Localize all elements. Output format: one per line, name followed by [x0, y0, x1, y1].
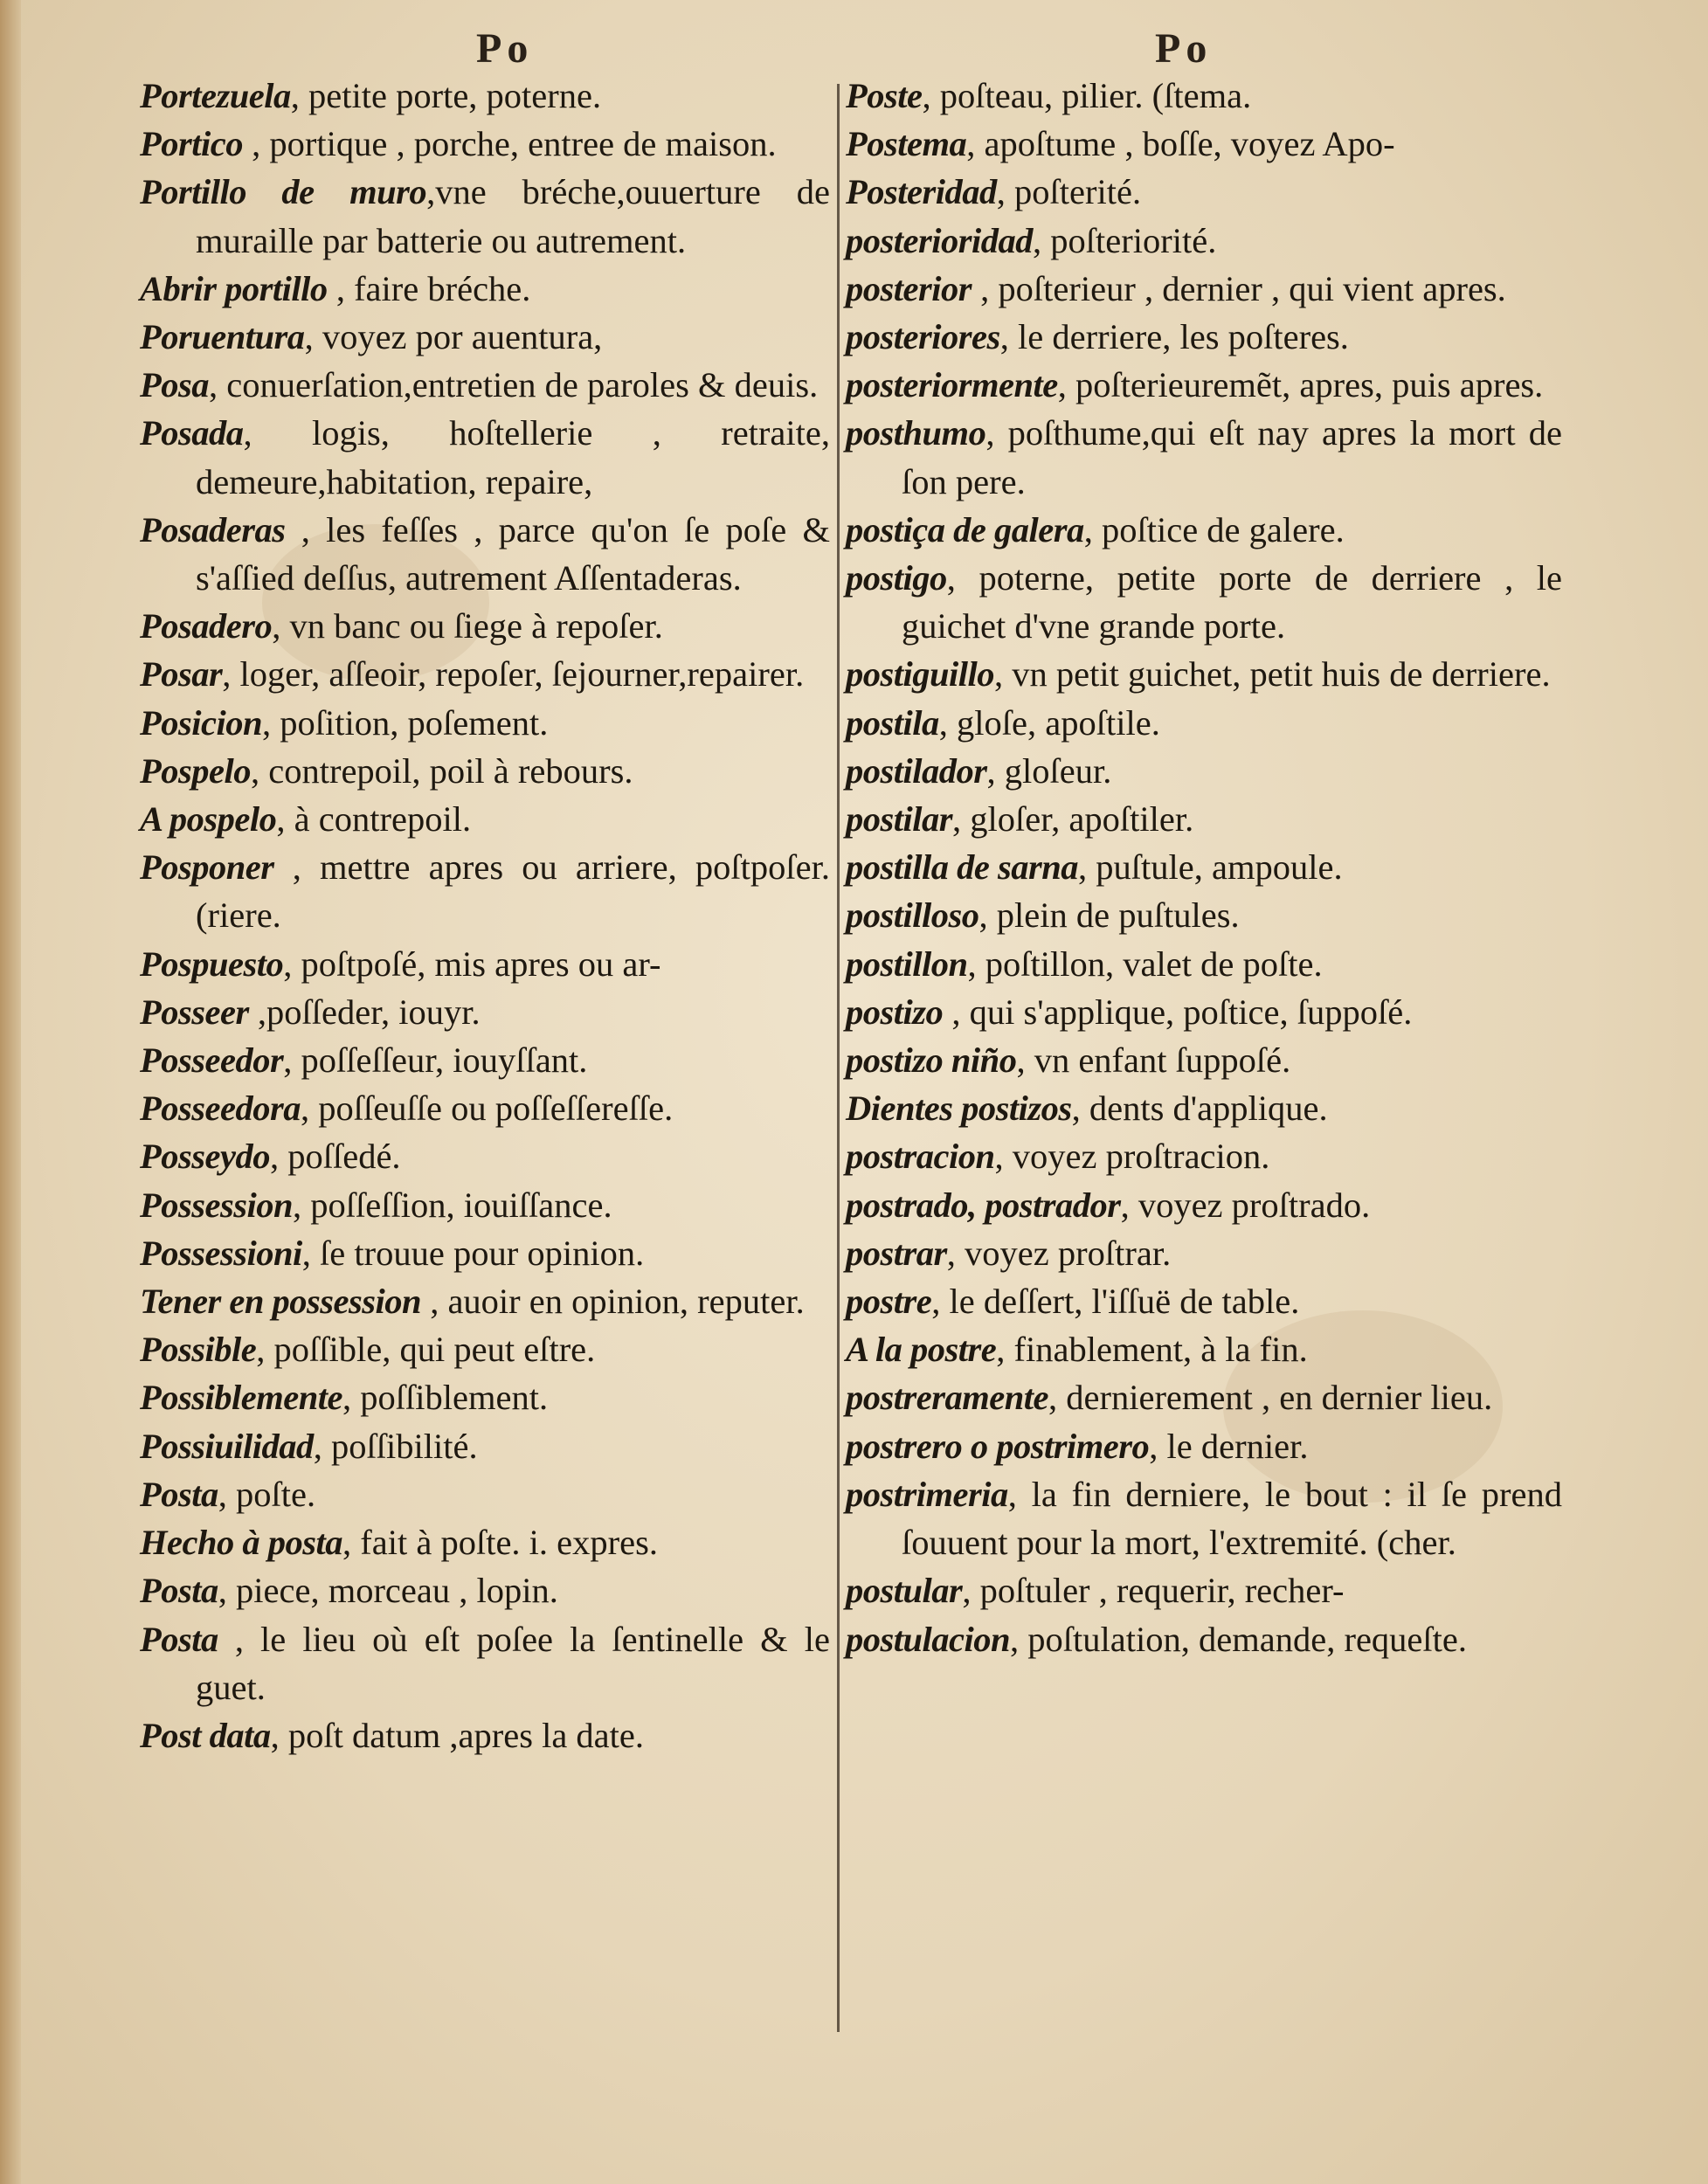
dictionary-entry	[846, 1373, 1562, 1421]
headword: Posadero	[140, 606, 273, 646]
definition: , piece, morceau , lopin.	[218, 1571, 558, 1611]
dictionary-entry	[846, 217, 1562, 265]
headword: Posta	[140, 1474, 218, 1514]
definition: , gloſer, apoſtiler.	[952, 799, 1194, 840]
definition: , à contrepoil.	[276, 799, 472, 840]
headword: Possessioni	[140, 1233, 302, 1273]
headword: Abrir portillo	[140, 268, 328, 308]
definition: , voyez proſtracion.	[994, 1137, 1270, 1177]
dictionary-entry	[140, 1229, 830, 1277]
dictionary-entry	[140, 1711, 830, 1759]
definition: , vn enfant ſuppoſé.	[1016, 1040, 1291, 1081]
definition: , faire bréche.	[327, 268, 531, 308]
dictionary-entry	[846, 843, 1562, 891]
dictionary-entry	[846, 650, 1562, 698]
headword: postillon	[846, 943, 968, 984]
definition: , poſte.	[218, 1474, 316, 1514]
headword: Hecho à posta	[140, 1523, 342, 1563]
definition: , fait à poſte. i. expres.	[342, 1523, 658, 1563]
headword: Posicion	[140, 702, 263, 743]
definition: , portique , porche, entree de maison.	[242, 124, 777, 164]
definition: , loger, aſſeoir, repoſer, ſejourner,repairer.	[222, 654, 805, 695]
definition: , dents d'applique.	[1071, 1089, 1328, 1129]
definition: , poſſeſſion, iouiſſance.	[293, 1185, 612, 1225]
definition: , poſthume,qui eſt nay apres la mort de ſon pere.	[902, 413, 1562, 501]
headword: postular	[846, 1571, 963, 1611]
definition: , poſſible, qui peut eſtre.	[256, 1330, 596, 1370]
definition: , dernierement , en dernier lieu.	[1048, 1378, 1493, 1418]
dictionary-entry	[140, 940, 830, 988]
headword: Posaderas	[140, 509, 286, 549]
headword: Posseedor	[140, 1040, 284, 1081]
dictionary-entry	[140, 1422, 830, 1470]
definition: , poſterieuremẽt, apres, puis apres.	[1057, 365, 1544, 405]
definition: , poſteriorité.	[1033, 220, 1217, 260]
headword: A la postre	[846, 1330, 997, 1370]
headword: Possiuilidad	[140, 1426, 314, 1466]
definition: , le dernier.	[1149, 1426, 1309, 1466]
headword: Posada	[140, 413, 244, 453]
headword: Posa	[140, 365, 209, 405]
dictionary-entry	[140, 843, 830, 939]
definition: , poſſedé.	[269, 1137, 401, 1177]
headword: Possiblemente	[140, 1378, 342, 1418]
headword: postrado, postrador	[846, 1185, 1121, 1225]
headword: Poste	[846, 76, 923, 115]
dictionary-entry	[846, 1615, 1562, 1663]
headword: posterior	[846, 268, 972, 308]
definition: , poſterieur , dernier , qui vient apres.	[972, 268, 1506, 308]
dictionary-entry	[140, 988, 830, 1036]
dictionary-entry	[140, 1518, 830, 1566]
definition: , gloſeur.	[986, 750, 1112, 791]
headword: postila	[846, 702, 939, 743]
dictionary-entry	[140, 1615, 830, 1711]
dictionary-entry	[846, 1422, 1562, 1470]
dictionary-entry	[846, 795, 1562, 843]
definition: , poſtulation, demande, requeſte.	[1010, 1619, 1468, 1659]
headword: Posseydo	[140, 1137, 270, 1177]
definition: , plein de puſtules.	[978, 895, 1240, 936]
definition: , conuerſation,entretien de paroles & deuis.	[209, 365, 819, 405]
dictionary-entry	[846, 265, 1562, 313]
definition: , poſſeſſeur, iouyſſant.	[283, 1040, 588, 1081]
dictionary-entry	[846, 120, 1562, 168]
definition: , poſtillon, valet de poſte.	[967, 943, 1323, 984]
definition: ,vne bréche,ouuerture de muraille par batterie ou autrement.	[196, 172, 830, 260]
headword: A pospelo	[140, 799, 277, 840]
definition: , petite porte, poterne.	[290, 76, 602, 115]
headword: Posteridad	[846, 172, 997, 212]
headword: postulacion	[846, 1619, 1011, 1659]
dictionary-entry	[140, 265, 830, 313]
headword: Possible	[140, 1330, 257, 1370]
headword: posterioridad	[846, 220, 1034, 260]
headword: postrar	[846, 1233, 947, 1273]
dictionary-entry	[846, 361, 1562, 409]
headword: Postema	[846, 124, 967, 164]
dictionary-entry	[846, 940, 1562, 988]
definition: , logis, hoſtellerie , retraite, demeure,habitation, repaire,	[196, 413, 830, 501]
dictionary-entry	[140, 1325, 830, 1373]
dictionary-entry	[846, 1470, 1562, 1566]
left-column	[140, 72, 830, 1759]
dictionary-entry	[140, 650, 830, 698]
headword: Posseer	[140, 992, 249, 1032]
definition: , poſtuler , requerir, recher-	[962, 1571, 1345, 1611]
definition: , vn petit guichet, petit huis de derriere.	[994, 654, 1551, 695]
headword: postrero o postrimero	[846, 1426, 1150, 1466]
column-divider	[837, 84, 840, 2032]
dictionary-entry	[846, 699, 1562, 747]
definition: , poſterité.	[996, 172, 1142, 212]
dictionary-entry	[846, 554, 1562, 650]
dictionary-entry	[140, 313, 830, 361]
definition: , voyez proſtrar.	[946, 1233, 1172, 1273]
definition: , poterne, petite porte de derriere , le guichet d'vne grande porte.	[902, 558, 1562, 646]
headword: Portezuela	[140, 76, 291, 115]
dictionary-entry	[140, 1277, 830, 1325]
definition: , voyez por auentura,	[304, 317, 603, 357]
dictionary-entry	[140, 1373, 830, 1421]
headword: posteriores	[846, 317, 1000, 357]
definition: , le deſſert, l'iſſuë de table.	[931, 1282, 1300, 1322]
headword: Posar	[140, 654, 223, 695]
definition: , gloſe, apoſtile.	[938, 702, 1160, 743]
headword: Posponer	[140, 847, 274, 888]
headword: postilloso	[846, 895, 979, 936]
dictionary-entry	[846, 891, 1562, 939]
definition: , poſtpoſé, mis apres ou ar-	[283, 943, 661, 984]
dictionary-entry	[140, 72, 830, 120]
running-head-right: Po	[1155, 25, 1213, 72]
headword: Portillo de muro	[140, 172, 427, 212]
headword: posteriormente	[846, 365, 1058, 405]
definition: , mettre apres ou arriere, poſtpoſer. (riere.	[196, 847, 830, 936]
dictionary-entry	[846, 313, 1562, 361]
dictionary-entry	[140, 1181, 830, 1229]
definition: , poſtice de galere.	[1083, 509, 1345, 549]
dictionary-entry	[846, 1084, 1562, 1132]
definition: , poſition, poſement.	[262, 702, 549, 743]
definition: , poſteau, pilier. (ſtema.	[922, 76, 1252, 115]
headword: Dientes postizos	[846, 1089, 1072, 1129]
headword: Pospelo	[140, 750, 251, 791]
definition: , poſſiblement.	[342, 1378, 549, 1418]
page-binding-edge	[0, 0, 21, 2184]
headword: postilador	[846, 750, 987, 791]
headword: Possession	[140, 1185, 294, 1225]
headword: posthumo	[846, 413, 986, 453]
dictionary-entry	[140, 795, 830, 843]
headword: Tener en possession	[140, 1282, 422, 1322]
dictionary-entry	[140, 1084, 830, 1132]
dictionary-entry	[140, 699, 830, 747]
definition: , le derriere, les poſteres.	[999, 317, 1349, 357]
headword: postre	[846, 1282, 932, 1322]
headword: postiça de galera	[846, 509, 1084, 549]
headword: postigo	[846, 558, 947, 598]
dictionary-entry	[846, 1277, 1562, 1325]
definition: , la fin derniere, le bout : il ſe prend ſouuent pour la mort, l'extremité. (cher.	[902, 1474, 1562, 1563]
headword: postilar	[846, 799, 953, 840]
definition: , auoir en opinion, reputer.	[421, 1282, 805, 1322]
dictionary-entry	[846, 1229, 1562, 1277]
running-head-left: Po	[476, 25, 534, 72]
definition: , les feſſes , parce qu'on ſe poſe & s'aſſied deſſus, autrement Aſſentaderas.	[196, 509, 830, 598]
definition: , apoſtume , boſſe, voyez Apo-	[966, 124, 1395, 164]
headword: Portico	[140, 124, 243, 164]
dictionary-entry	[846, 988, 1562, 1036]
definition: , poſt datum ,apres la date.	[270, 1715, 645, 1755]
dictionary-entry	[846, 1132, 1562, 1180]
headword: Pospuesto	[140, 943, 284, 984]
dictionary-entry	[140, 168, 830, 264]
dictionary-entry	[140, 1470, 830, 1518]
dictionary-entry	[140, 602, 830, 650]
dictionary-entry	[846, 1181, 1562, 1229]
dictionary-entry	[140, 361, 830, 409]
dictionary-entry	[846, 506, 1562, 554]
headword: postreramente	[846, 1378, 1048, 1418]
definition: , puſtule, ampoule.	[1078, 847, 1343, 888]
definition: , qui s'applique, poſtice, ſuppoſé.	[943, 992, 1413, 1032]
headword: postracion	[846, 1137, 995, 1177]
definition: , vn banc ou ſiege à repoſer.	[272, 606, 663, 646]
definition: , poſſeuſſe ou poſſeſſereſſe.	[300, 1089, 674, 1129]
dictionary-entry	[846, 747, 1562, 795]
headword: Post data	[140, 1715, 271, 1755]
definition: , le lieu où eſt poſee la ſentinelle & le guet.	[196, 1619, 830, 1707]
headword: Posta	[140, 1571, 218, 1611]
dictionary-entry	[846, 1036, 1562, 1084]
dictionary-entry	[846, 72, 1562, 120]
definition: , finablement, à la fin.	[996, 1330, 1308, 1370]
headword: Posta	[140, 1619, 218, 1659]
dictionary-entry	[846, 168, 1562, 216]
headword: Posseedora	[140, 1089, 301, 1129]
right-column	[846, 72, 1562, 1663]
dictionary-entry	[140, 747, 830, 795]
headword: postrimeria	[846, 1474, 1008, 1514]
dictionary-entry	[140, 1566, 830, 1614]
definition: , ſe trouue pour opinion.	[301, 1233, 645, 1273]
headword: Poruentura	[140, 317, 305, 357]
definition: ,poſſeder, iouyr.	[248, 992, 481, 1032]
dictionary-entry	[140, 409, 830, 505]
headword: postilla de sarna	[846, 847, 1079, 888]
dictionary-entry	[140, 120, 830, 168]
dictionary-entry	[140, 1036, 830, 1084]
definition: , contrepoil, poil à rebours.	[250, 750, 633, 791]
dictionary-entry	[846, 1325, 1562, 1373]
dictionary-entry	[846, 409, 1562, 505]
dictionary-entry	[140, 1132, 830, 1180]
dictionary-entry	[846, 1566, 1562, 1614]
dictionary-entry	[140, 506, 830, 602]
headword: postizo	[846, 992, 944, 1032]
headword: postizo niño	[846, 1040, 1017, 1081]
definition: , voyez proſtrado.	[1120, 1185, 1371, 1225]
definition: , poſſibilité.	[313, 1426, 478, 1466]
headword: postiguillo	[846, 654, 995, 695]
